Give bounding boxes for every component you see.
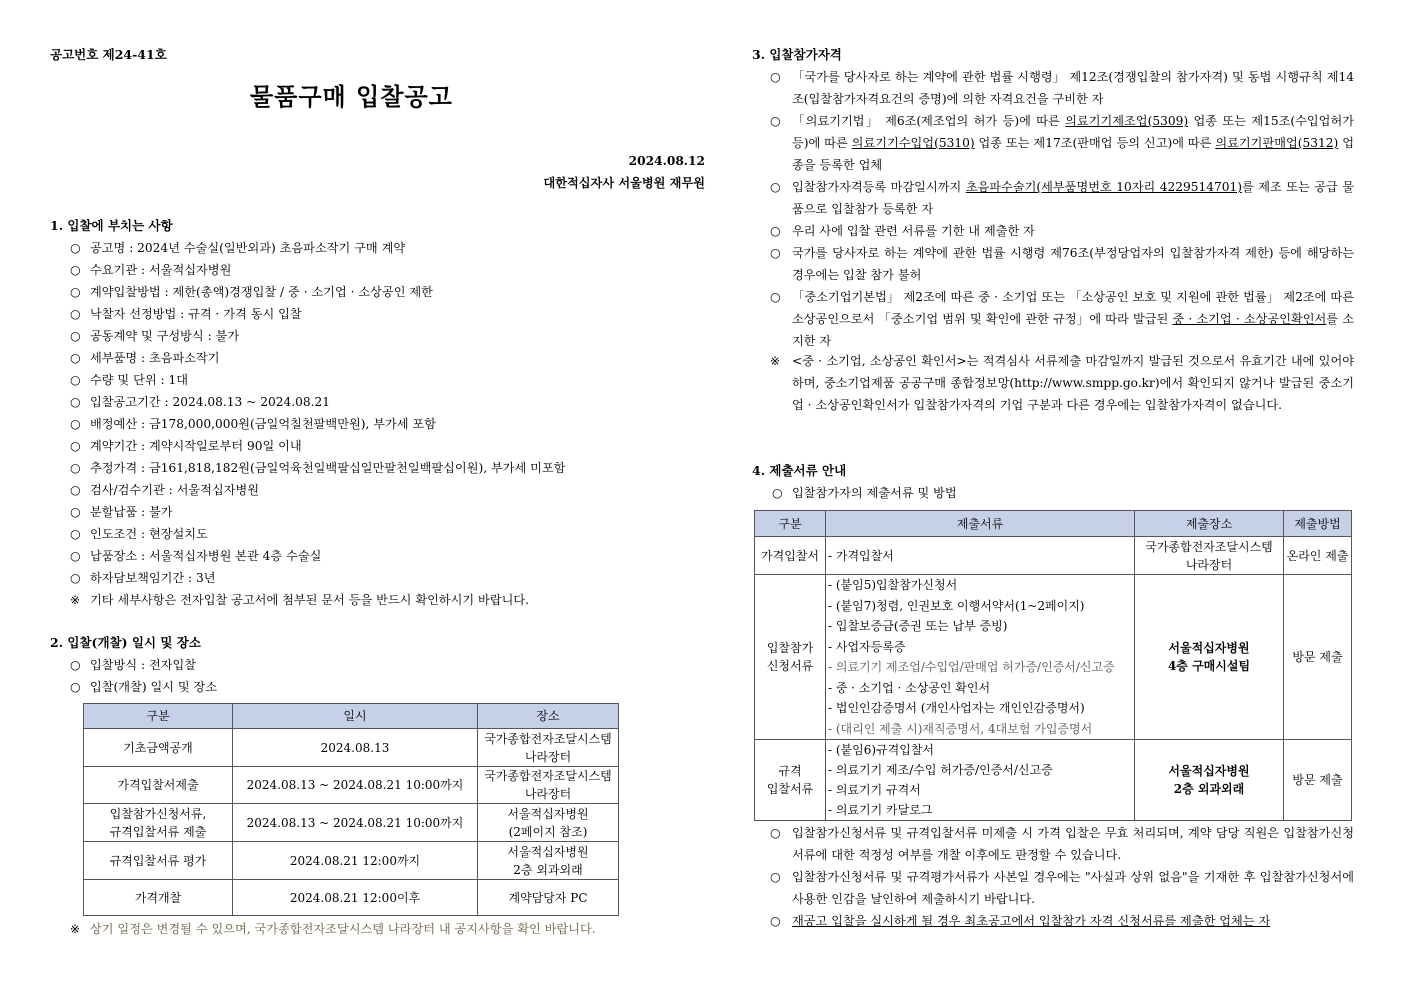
qualification-3: ○ 입찰참가자격등록 마감일시까지 초음파수술기(세부품명번호 10자리 4229514701)를 제조 또는 공급 물품으로 입찰참가 등록한 자: [770, 180, 1354, 216]
submission-note-3: ○ 재공고 입찰을 실시하게 될 경우 최초공고에서 입찰참가 자격 신청서류를 제출한 업체는 자: [770, 914, 1271, 928]
schedule-table: [83, 703, 619, 916]
section4-heading: 4. 제출서류 안내: [752, 463, 847, 478]
document-item: - (대리인 제출 시)재직증명서, 4대보험 가입증명서: [828, 721, 1093, 736]
table-header: 장소: [478, 704, 619, 729]
document-item: - (붙임7)청렴, 인권보호 이행서약서(1~2페이지): [828, 598, 1085, 613]
document-item: - 의료기기 제조업/수입업/판매업 허가증/인증서/신고증: [828, 660, 1115, 674]
document-item: - 의료기기 규격서: [828, 783, 921, 797]
section1-item: ○ 납품장소 : 서울적십자병원 본관 4층 수술실: [70, 549, 322, 563]
table-row: 입찰참가 신청서류 - (붙임5)입찰참가신청서 - (붙임7)청렴, 인권보호 이행서약서(1~2페이지) - 입찰보증금(증권 또는 납부 증빙) - 사업자등록증 - 의료기기 제조업/수입업/판매업 허가증/인증서/신고증 - 중 · 소기업 · 소상공인 확인서 - 법인인감증명서 (개인사업자는 개인인감증명서) - (대리인 제출 시)재직증명서, 4대보험 가입증명서 서울적십자병원 4층 구매시설팀 방문 제출: [755, 575, 1352, 740]
qualification-4: ○ 우리 사에 입찰 관련 서류를 기한 내 제출한 자: [770, 224, 1035, 238]
table-row: 가격입찰서제출 2024.08.13 ~ 2024.08.21 10:00까지 국가종합전자조달시스템 나라장터: [84, 767, 619, 804]
section1-item: ○ 계약기간 : 계약시작일로부터 90일 이내: [70, 439, 302, 453]
documents-table: [754, 510, 1352, 821]
section1-item: ○ 공고명 : 2024년 수술실(일반외과) 초음파소작기 구매 계약: [70, 241, 406, 255]
table-header: 제출서류: [826, 511, 1135, 537]
section1-item: ○ 분할납품 : 불가: [70, 505, 173, 519]
document-item: - 입찰보증금(증권 또는 납부 증빙): [828, 619, 1008, 633]
section3-heading: 3. 입찰참가자격: [752, 47, 842, 62]
qualification-5: ○ 국가를 당사자로 하는 계약에 관한 법률 시행령 제76조(부정당업자의 입찰참가자격 제한) 등에 해당하는 경우에는 입찰 참가 불허: [770, 246, 1354, 282]
section1-note: ※ 기타 세부사항은 전자입찰 공고서에 첨부된 문서 등을 반드시 확인하시기 바랍니다.: [70, 593, 530, 607]
section1-item: ○ 인도조건 : 현장설치도: [70, 527, 208, 541]
section1-item: ○ 수요기관 : 서울적십자병원: [70, 263, 232, 277]
document-item: - (붙임5)입찰참가신청서: [828, 578, 958, 592]
qualification-2: ○ 「의료기기법」 제6조(제조업의 허가 등)에 따른 의료기기제조업(5309) 업종 또는 제15조(수입업허가 등)에 따른 의료기기수입업(5310) 업종 또는 제17조(판매업 등의 신고)에 따른 의료기기판매업(5312) 업종을 등록한 업체: [770, 114, 1354, 172]
section2-note: ※ 상기 일정은 변경될 수 있으며, 국가종합전자조달시스템 나라장터 내 공지사항을 확인 바랍니다.: [70, 922, 596, 936]
table-header: 일시: [233, 704, 478, 729]
notice-number: 공고번호 제24-41호: [50, 47, 167, 62]
table-row: 가격입찰서 - 가격입찰서 국가종합전자조달시스템 나라장터 온라인 제출: [755, 537, 1352, 575]
section1-item: ○ 입찰공고기간 : 2024.08.13 ~ 2024.08.21: [70, 395, 331, 409]
table-header: 제출장소: [1135, 511, 1284, 537]
section1-heading: 1. 입찰에 부치는 사항: [50, 218, 173, 233]
section1-item: ○ 하자담보책임기간 : 3년: [70, 571, 216, 585]
document-item: - 법인인감증명서 (개인사업자는 개인인감증명서): [828, 701, 1085, 715]
section1-item: ○ 수량 및 단위 : 1대: [70, 373, 188, 387]
submission-note-1: ○ 입찰참가신청서류 및 규격입찰서류 미제출 시 가격 입찰은 무효 처리되며, 계약 담당 직원은 입찰참가신청서류에 대한 적정성 여부를 개찰 이후에도 판정할 수 있습니다.: [770, 826, 1354, 862]
section1-item: ○ 추정가격 : 금161,818,182원(금일억육천일백팔십일만팔천일백팔십이원), 부가세 미포함: [70, 461, 566, 475]
table-row: 기초금액공개 2024.08.13 국가종합전자조달시스템 나라장터: [84, 729, 619, 767]
document-item: - (붙임6)규격입찰서: [828, 743, 935, 757]
document-item: - 의료기기 카달로그: [828, 803, 933, 817]
table-header: 구분: [84, 704, 233, 729]
section1-item: ○ 계약입찰방법 : 제한(총액)경쟁입찰 / 중 · 소기업 · 소상공인 제한: [70, 285, 433, 299]
table-row: 규격입찰서류 평가 2024.08.21 12:00까지 서울적십자병원 2층 외과외래: [84, 842, 619, 880]
qualification-6: ○ 「중소기업기본법」 제2조에 따른 중 · 소기업 또는 「소상공인 보호 및 지원에 관한 법률」 제2조에 따른 소상공인으로서 「중소기업 범위 및 확인에 관한 규정」에 따라 발급된 중 · 소기업 · 소상공인확인서를 소지한 자: [770, 290, 1354, 348]
submission-note-2: ○ 입찰참가신청서류 및 규격평가서류가 사본일 경우에는 "사실과 상위 없음"을 기재한 후 입찰참가신청서에 사용한 인감을 날인하여 제출하시기 바랍니다.: [770, 870, 1354, 906]
section1-item: ○ 공동계약 및 구성방식 : 불가: [70, 329, 240, 343]
section2-heading: 2. 입찰(개찰) 일시 및 장소: [50, 635, 201, 650]
section1-item: ○ 배정예산 : 금178,000,000원(금일억칠천팔백만원), 부가세 포함: [70, 417, 436, 431]
table-header: 제출방법: [1284, 511, 1352, 537]
table-row: 가격개찰 2024.08.21 12:00이후 계약담당자 PC: [84, 880, 619, 916]
table-header: 구분: [755, 511, 826, 537]
document-item: - 의료기기 제조/수입 허가증/인증서/신고증: [828, 763, 1053, 777]
document-item: - 사업자등록증: [828, 639, 906, 654]
section2-item: ○ 입찰방식 : 전자입찰: [70, 658, 197, 672]
section1-item: ○ 세부품명 : 초음파소작기: [70, 351, 220, 365]
notice-date: 2024.08.12: [628, 154, 705, 168]
page-title: 물품구매 입찰공고: [250, 83, 453, 111]
table-row: 규격 입찰서류 - (붙임6)규격입찰서 - 의료기기 제조/수입 허가증/인증서/신고증 - 의료기기 규격서 - 의료기기 카달로그 서울적십자병원 2층 외과외래 방문 제출: [755, 740, 1352, 821]
section2-item: ○ 입찰(개찰) 일시 및 장소: [70, 680, 218, 694]
section1-item: ○ 검사/검수기관 : 서울적십자병원: [70, 483, 260, 497]
section4-intro: ○ 입찰참가자의 제출서류 및 방법: [772, 486, 957, 500]
document-item: - 중 · 소기업 · 소상공인 확인서: [828, 680, 991, 695]
table-row: 입찰참가신청서류, 규격입찰서류 제출 2024.08.13 ~ 2024.08.21 10:00까지 서울적십자병원 (2페이지 참조): [84, 804, 619, 842]
section1-item: ○ 낙찰자 선정방법 : 규격 · 가격 동시 입찰: [70, 307, 302, 321]
qualification-note: ※ <중 · 소기업, 소상공인 확인서>는 적격심사 서류제출 마감일까지 발급된 것으로서 유효기간 내에 있어야 하며, 중소기업제품 공공구매 종합정보망(http://www.smpp.go.kr)에서 확인되지 않거나 발급된 중소기업 · 소상공인확인서가 입찰참가자격의 기업 구분과 다른 경우에는 입찰참가자격이 없습니다.: [770, 354, 1354, 412]
issuer: 대한적십자사 서울병원 재무원: [543, 176, 705, 190]
qualification-1: ○ 「국가를 당사자로 하는 계약에 관한 법률 시행령」 제12조(경쟁입찰의 참가자격) 및 동법 시행규칙 제14조(입찰참가자격요건의 증명)에 의한 자격요건을 구비한 자: [770, 70, 1354, 106]
